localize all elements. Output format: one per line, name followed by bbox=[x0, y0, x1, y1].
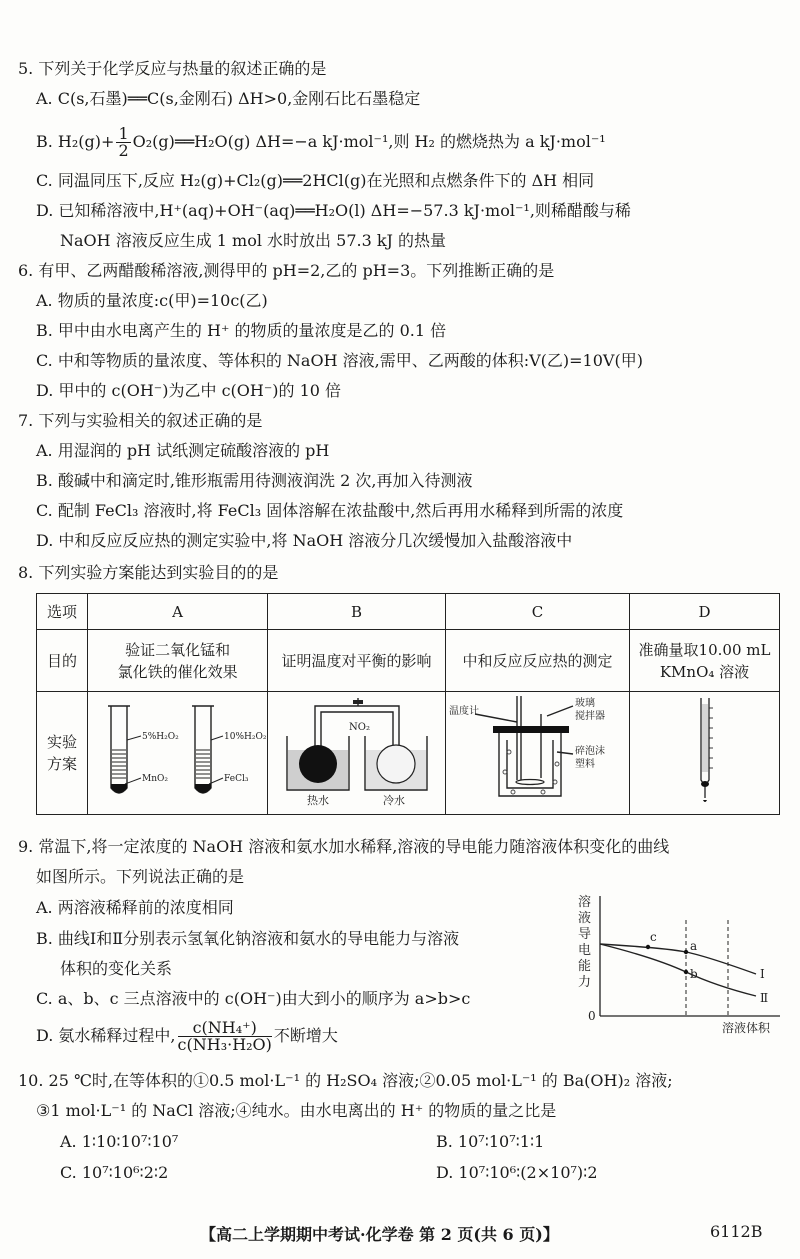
purpose-d-line2: KMnO₄ 溶液 bbox=[659, 662, 750, 681]
table-cell: D bbox=[630, 594, 780, 630]
scheme-label-2: 方案 bbox=[47, 755, 78, 773]
q7-option-a: A. 用湿润的 pH 试纸测定硫酸溶液的 pH bbox=[36, 441, 330, 460]
q6-stem: 6. 有甲、乙两醋酸稀溶液,测得甲的 pH=2,乙的 pH=3。下列推断正确的是 bbox=[18, 261, 555, 280]
burette-diagram bbox=[631, 692, 779, 808]
label-cold-water: 冷水 bbox=[382, 794, 405, 807]
q5-option-d-line2: NaOH 溶液反应生成 1 mol 水时放出 57.3 kJ 的热量 bbox=[60, 231, 447, 250]
q10-stem-line1: 10. 25 ℃时,在等体积的①0.5 mol·L⁻¹ 的 H₂SO₄ 溶液;②0.05 mol·L⁻¹ 的 Ba(OH)₂ 溶液; bbox=[18, 1071, 673, 1090]
q9-stem-line2: 如图所示。下列说法正确的是 bbox=[36, 867, 245, 886]
point-a-label: a bbox=[690, 939, 698, 953]
point-c-marker bbox=[646, 945, 650, 949]
q9-d-post: 不断增大 bbox=[273, 1026, 338, 1045]
q9-d-pre: D. 氨水稀释过程中, bbox=[36, 1026, 176, 1045]
label-mno2: MnO₂ bbox=[141, 774, 168, 784]
graph-ylabel-char: 液 bbox=[578, 911, 592, 926]
table-cell: B bbox=[268, 594, 446, 630]
q5-b-den: 2 bbox=[118, 141, 129, 160]
q6-option-b: B. 甲中由水电离产生的 H⁺ 的物质的量浓度是乙的 0.1 倍 bbox=[36, 321, 447, 340]
graph-ylabel-char: 能 bbox=[578, 959, 592, 974]
table-cell bbox=[268, 692, 446, 815]
graph-ylabel-char: 电 bbox=[578, 943, 592, 958]
q5-option-c: C. 同温同压下,反应 H₂(g)+Cl₂(g)══2HCl(g)在光照和点燃条件下的 ΔH 相同 bbox=[36, 171, 595, 190]
q5-option-a: A. C(s,石墨)══C(s,金刚石) ΔH>0,金刚石比石墨稳定 bbox=[36, 89, 421, 108]
q7-stem: 7. 下列与实验相关的叙述正确的是 bbox=[18, 411, 263, 430]
q9-d-fraction bbox=[178, 1020, 272, 1053]
label-no2: NO₂ bbox=[348, 722, 370, 733]
table-cell: C bbox=[446, 594, 630, 630]
graph-xlabel: 溶液体积 bbox=[722, 1021, 771, 1034]
table-header-row bbox=[37, 594, 780, 630]
q5-option-d-line1: D. 已知稀溶液中,H⁺(aq)+OH⁻(aq)══H₂O(l) ΔH=−57.3 kJ·mol⁻¹,则稀醋酸与稀 bbox=[36, 201, 631, 220]
curve-2-label: Ⅱ bbox=[760, 991, 769, 1005]
q8-experiment-table bbox=[36, 593, 780, 815]
graph-ylabel-char: 溶 bbox=[578, 895, 592, 910]
point-b-marker bbox=[684, 970, 688, 974]
q5-b-fraction bbox=[116, 126, 130, 159]
purpose-d-line1: 准确量取10.00 mL bbox=[638, 640, 771, 659]
graph-ylabel-char: 导 bbox=[578, 927, 592, 942]
label-plastic: 塑料 bbox=[574, 759, 595, 770]
q8-stem: 8. 下列实验方案能达到实验目的的是 bbox=[18, 563, 279, 582]
conductivity-graph bbox=[576, 892, 786, 1034]
point-b-label: b bbox=[690, 967, 698, 981]
table-row-scheme bbox=[37, 692, 780, 815]
q6-option-c: C. 中和等物质的量浓度、等体积的 NaOH 溶液,需甲、乙两酸的体积:V(乙)=10V(甲) bbox=[36, 351, 643, 370]
table-cell bbox=[88, 630, 268, 692]
graph-ylabel-char: 力 bbox=[578, 975, 592, 990]
label-foam: 碎泡沫 bbox=[574, 746, 605, 757]
q5-stem: 5. 下列关于化学反应与热量的叙述正确的是 bbox=[18, 59, 327, 78]
label-5pct-h2o2: 5%H₂O₂ bbox=[141, 732, 179, 742]
point-c-label: c bbox=[650, 930, 657, 944]
page-footer: 【高二上学期期中考试·化学卷 第 2 页(共 6 页)】 bbox=[200, 1225, 559, 1244]
table-row-purpose bbox=[37, 630, 780, 692]
scheme-label-1: 实验 bbox=[47, 733, 78, 751]
table-cell bbox=[88, 692, 268, 815]
q10-option-a: A. 1∶10∶10⁷∶10⁷ bbox=[60, 1132, 179, 1151]
label-hot-water: 热水 bbox=[306, 794, 329, 807]
q7-option-d: D. 中和反应反应热的测定实验中,将 NaOH 溶液分几次缓慢加入盐酸溶液中 bbox=[36, 531, 573, 550]
table-cell: A bbox=[88, 594, 268, 630]
q5-b-post: O₂(g)══H₂O(g) ΔH=−a kJ·mol⁻¹,则 H₂ 的燃烧热为 a kJ·mol⁻¹ bbox=[132, 132, 606, 151]
q9-option-d bbox=[36, 1020, 338, 1053]
q5-option-b bbox=[36, 126, 606, 159]
point-a-marker bbox=[684, 950, 688, 954]
table-cell: 中和反应反应热的测定 bbox=[446, 630, 630, 692]
purpose-a-line1: 验证二氧化锰和 bbox=[125, 640, 231, 659]
no2-flasks-diagram bbox=[269, 692, 445, 808]
label-glass: 玻璃 bbox=[574, 698, 595, 709]
q9-option-b-line1: B. 曲线Ⅰ和Ⅱ分别表示氢氧化钠溶液和氨水的导电能力与溶液 bbox=[36, 929, 460, 948]
curve-2 bbox=[600, 944, 756, 996]
paper-code: 6112B bbox=[710, 1222, 763, 1241]
q9-option-b-line2: 体积的变化关系 bbox=[60, 959, 173, 978]
q10-option-d: D. 10⁷∶10⁶∶(2×10⁷)∶2 bbox=[436, 1163, 598, 1182]
table-cell bbox=[630, 630, 780, 692]
graph-origin: 0 bbox=[588, 1009, 596, 1023]
q5-b-num: 1 bbox=[118, 124, 129, 143]
q10-option-b: B. 10⁷∶10⁷∶1∶1 bbox=[436, 1132, 545, 1151]
q5-b-pre: B. H₂(g)+ bbox=[36, 132, 115, 151]
q7-option-b: B. 酸碱中和滴定时,锥形瓶需用待测液润洗 2 次,再加入待测液 bbox=[36, 471, 473, 490]
label-thermometer: 温度计 bbox=[448, 706, 479, 717]
table-cell: 证明温度对平衡的影响 bbox=[268, 630, 446, 692]
label-fecl3: FeCl₃ bbox=[223, 774, 249, 784]
table-cell bbox=[630, 692, 780, 815]
q9-option-c: C. a、b、c 三点溶液中的 c(OH⁻)由大到小的顺序为 a>b>c bbox=[36, 989, 471, 1008]
q9-stem-line1: 9. 常温下,将一定浓度的 NaOH 溶液和氨水加水稀释,溶液的导电能力随溶液体积变化的曲线 bbox=[18, 837, 670, 856]
calorimeter-diagram bbox=[447, 692, 629, 808]
curve-1 bbox=[600, 944, 756, 974]
q10-option-c: C. 10⁷∶10⁶∶2∶2 bbox=[60, 1163, 169, 1182]
label-10pct-h2o2: 10%H₂O₂ bbox=[223, 732, 267, 742]
q6-option-d: D. 甲中的 c(OH⁻)为乙中 c(OH⁻)的 10 倍 bbox=[36, 381, 342, 400]
purpose-a-line2: 氯化铁的催化效果 bbox=[117, 662, 238, 681]
test-tubes-diagram bbox=[89, 692, 267, 808]
label-stirrer: 搅拌器 bbox=[574, 711, 605, 722]
table-cell: 目的 bbox=[37, 630, 88, 692]
q9-d-den: c(NH₃·H₂O) bbox=[177, 1035, 272, 1054]
table-cell bbox=[446, 692, 630, 815]
q10-stem-line2: ③1 mol·L⁻¹ 的 NaCl 溶液;④纯水。由水电离出的 H⁺ 的物质的量之比是 bbox=[36, 1101, 557, 1120]
curve-1-label: Ⅰ bbox=[760, 967, 765, 981]
q9-d-num: c(NH₄⁺) bbox=[178, 1020, 272, 1037]
table-cell: 选项 bbox=[37, 594, 88, 630]
q6-option-a: A. 物质的量浓度:c(甲)=10c(乙) bbox=[36, 291, 268, 310]
q9-option-a: A. 两溶液稀释前的浓度相同 bbox=[36, 898, 234, 917]
q7-option-c: C. 配制 FeCl₃ 溶液时,将 FeCl₃ 固体溶解在浓盐酸中,然后再用水稀释到所需的浓度 bbox=[36, 501, 624, 520]
table-cell bbox=[37, 692, 88, 815]
